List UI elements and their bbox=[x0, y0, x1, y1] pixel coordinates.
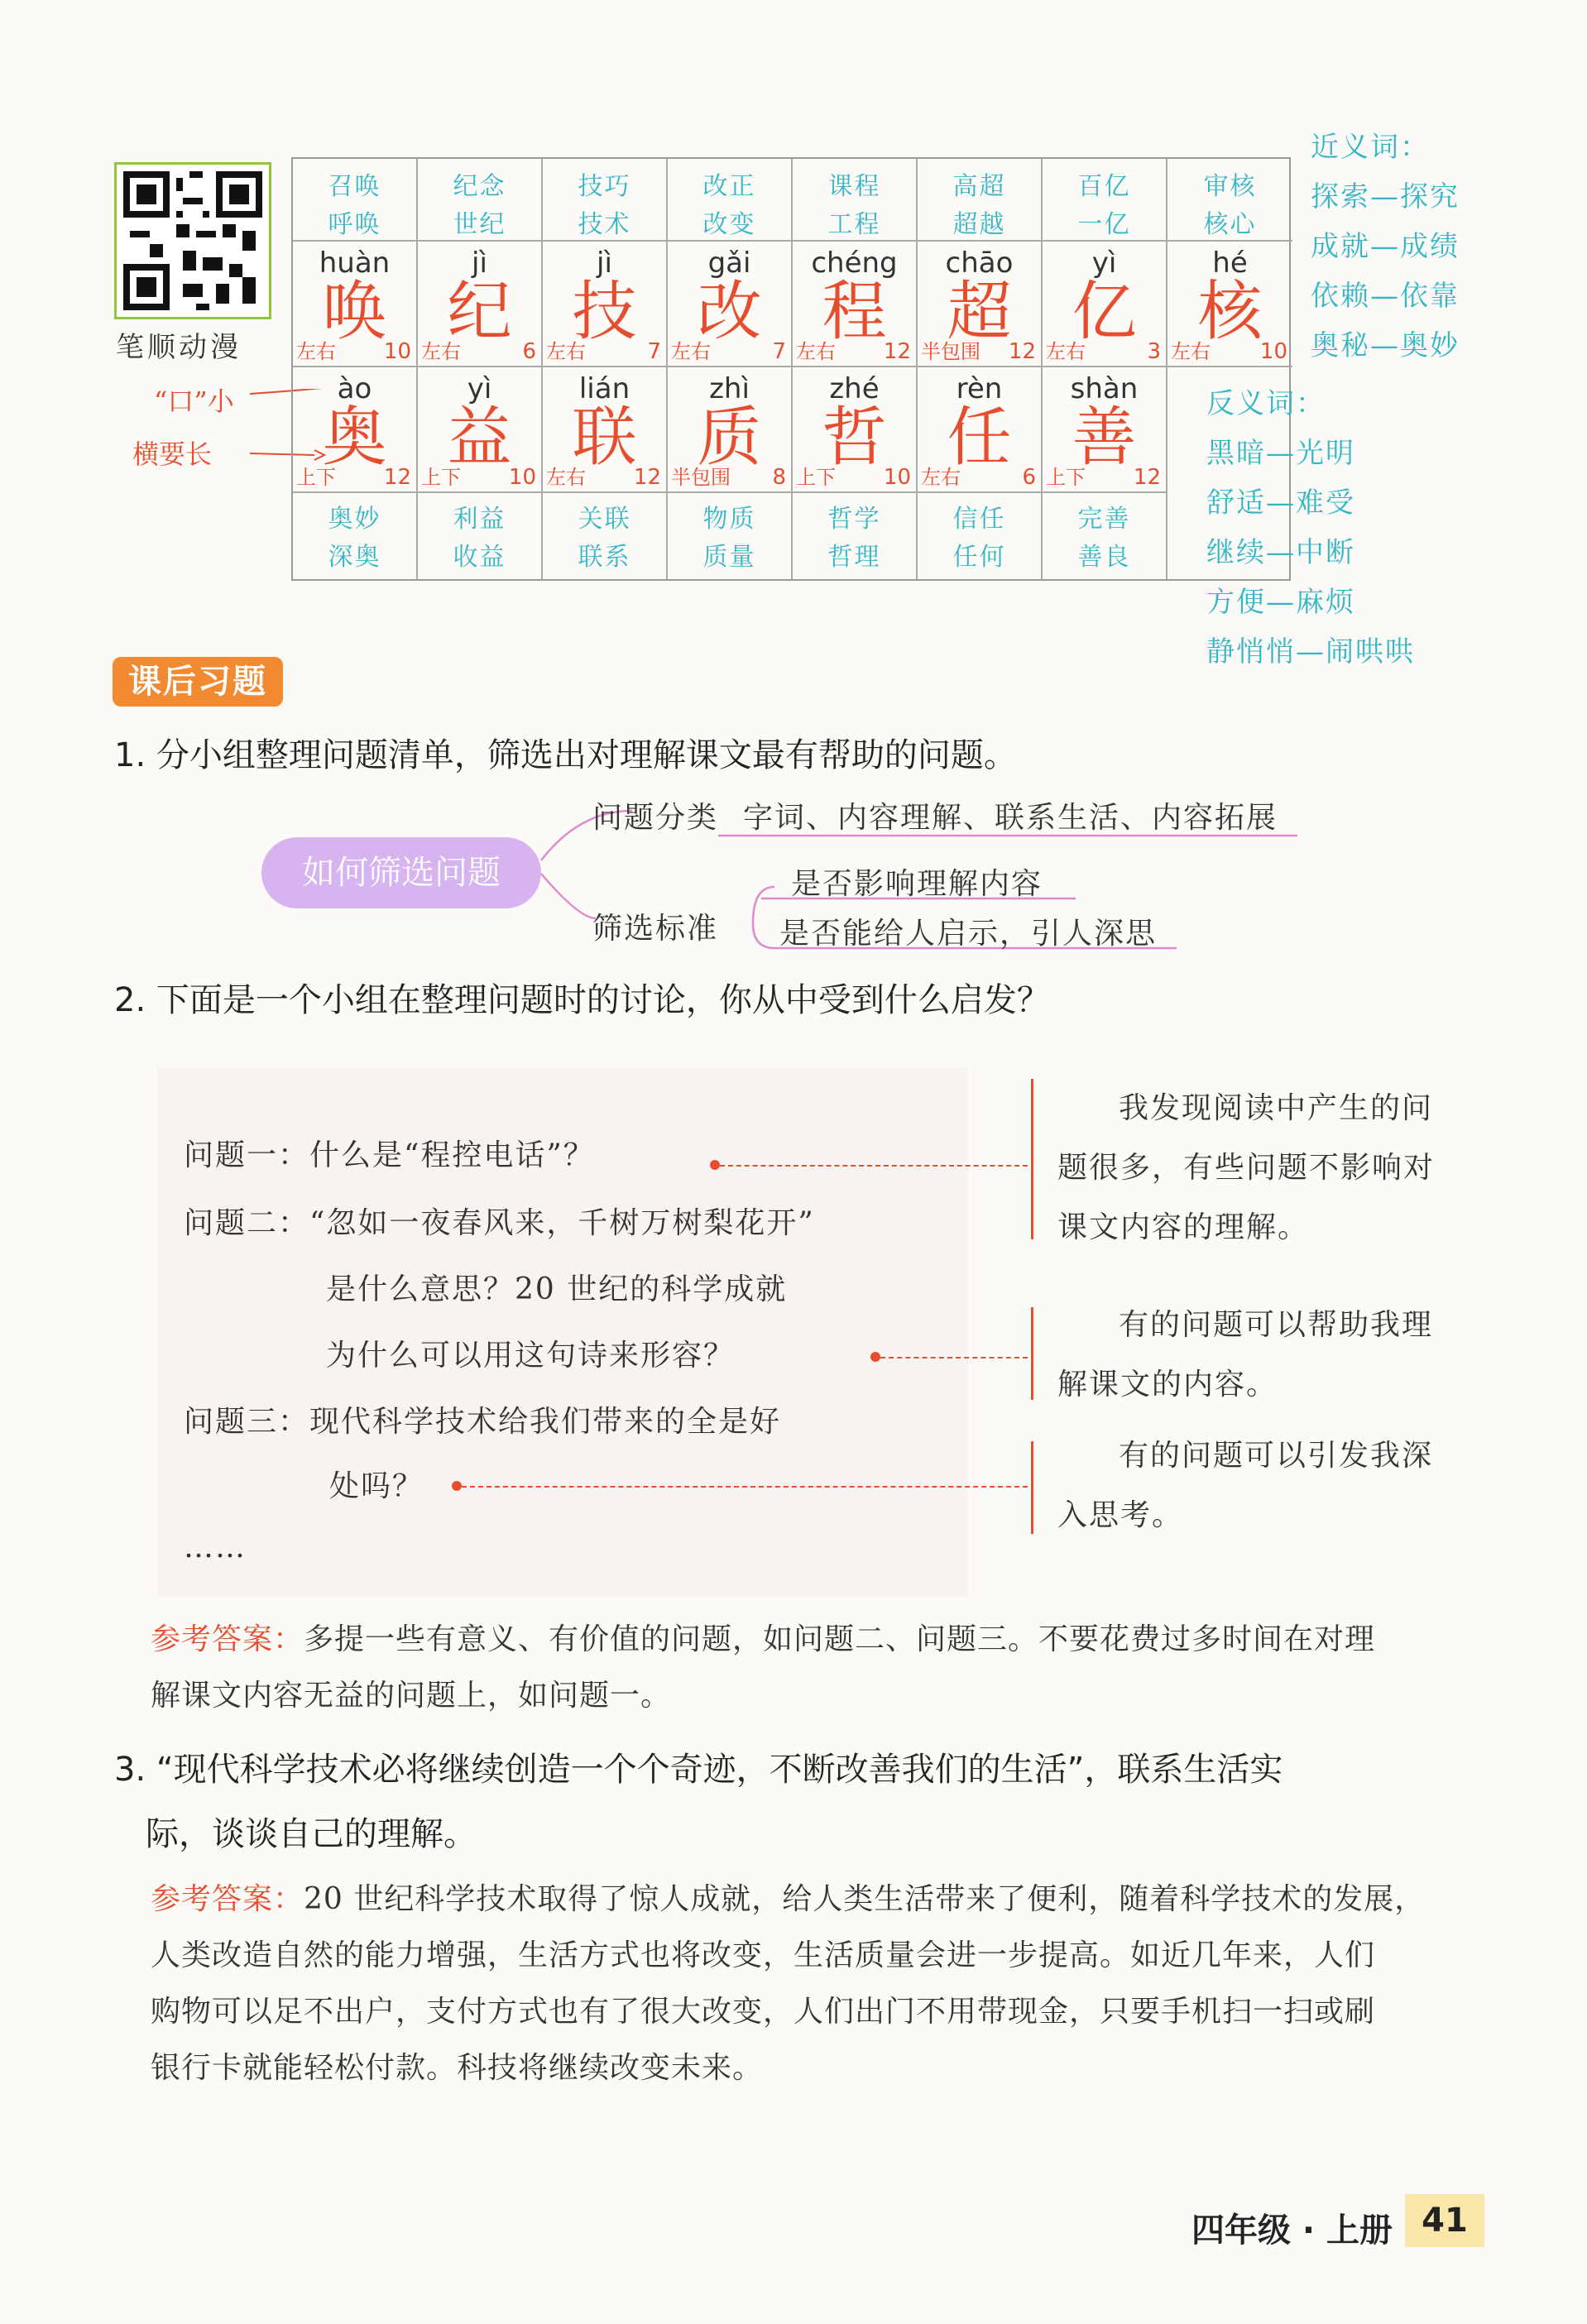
comment-1-line: 题很多，有些问题不影响对 bbox=[1057, 1151, 1436, 1185]
word: 百亿 bbox=[1077, 172, 1131, 201]
word: 奥妙 bbox=[328, 505, 381, 534]
character: 奥 bbox=[322, 400, 387, 475]
comment-2-line: 解课文的内容。 bbox=[1057, 1368, 1278, 1402]
word: 工程 bbox=[827, 210, 881, 239]
word: 核心 bbox=[1203, 210, 1257, 239]
table-column bbox=[543, 159, 668, 579]
comment-1-line: 课文内容的理解。 bbox=[1057, 1210, 1310, 1244]
table-column bbox=[1043, 159, 1167, 579]
struct: 左右 bbox=[1046, 340, 1086, 363]
synonym-item: 探索—探究 bbox=[1311, 180, 1460, 213]
word: 哲理 bbox=[827, 543, 881, 572]
discussion-question-2: 问题二：“忽如一夜春风来，千树万树梨花开” bbox=[184, 1206, 815, 1240]
connector-dot bbox=[452, 1481, 462, 1491]
pinyin: jì bbox=[472, 247, 487, 280]
word: 纪念 bbox=[453, 172, 506, 201]
struct: 左右 bbox=[796, 340, 836, 363]
character-cell bbox=[1167, 242, 1292, 367]
question-2: 2. 下面是一个小组在整理问题时的讨论，你从中受到什么启发？ bbox=[114, 981, 1050, 1019]
word: 世纪 bbox=[453, 210, 506, 239]
character: 质 bbox=[697, 400, 762, 475]
strokes: 7 bbox=[647, 339, 661, 364]
struct: 左右 bbox=[296, 340, 336, 363]
word: 善良 bbox=[1077, 543, 1131, 572]
synonym-item: 依赖—依靠 bbox=[1311, 280, 1460, 313]
question-3-line: 际，谈谈自己的理解。 bbox=[146, 1815, 477, 1853]
discussion-question-3: 问题三：现代科学技术给我们带来的全是好 bbox=[184, 1405, 782, 1439]
word: 联系 bbox=[578, 543, 631, 572]
word: 质量 bbox=[702, 543, 756, 572]
character-cell bbox=[1043, 242, 1166, 367]
antonyms-block bbox=[1206, 379, 1415, 677]
character-cell bbox=[543, 367, 666, 493]
word-cell bbox=[668, 159, 791, 242]
answer-line: 多提一些有意义、有价值的问题，如问题二、问题三。不要花费过多时间在对理 bbox=[304, 1622, 1376, 1656]
comment-2 bbox=[1057, 1296, 1433, 1415]
mindmap-branch2-label: 筛选标准 bbox=[592, 912, 719, 946]
pinyin: chéng bbox=[811, 247, 898, 280]
pinyin: hé bbox=[1212, 247, 1248, 280]
word: 任何 bbox=[952, 543, 1006, 572]
character-cell bbox=[418, 367, 541, 493]
character: 善 bbox=[1072, 400, 1137, 475]
word: 物质 bbox=[702, 505, 756, 534]
antonyms-title: 反义词： bbox=[1206, 387, 1326, 420]
character: 超 bbox=[947, 275, 1012, 349]
word-cell bbox=[418, 159, 541, 242]
word: 改变 bbox=[702, 210, 756, 239]
pinyin: yì bbox=[467, 372, 492, 405]
answer-line: 购物可以足不出户，支付方式也有了很大改变，人们出门不用带现金，只要手机扫一扫或刷 bbox=[151, 1995, 1376, 2029]
character: 核 bbox=[1197, 275, 1263, 349]
struct: 上下 bbox=[1046, 466, 1086, 489]
question-3-line: 3. “现代科学技术必将继续创造一个个奇迹，不断改善我们的生活”，联系生活实 bbox=[114, 1751, 1283, 1789]
character-cell bbox=[793, 242, 916, 367]
word: 召唤 bbox=[328, 172, 381, 201]
struct: 左右 bbox=[671, 340, 711, 363]
word: 技术 bbox=[578, 210, 631, 239]
discussion-ellipsis: …… bbox=[184, 1531, 247, 1565]
character: 程 bbox=[822, 275, 887, 349]
qr-code-image bbox=[123, 171, 262, 310]
character-cell bbox=[418, 242, 541, 367]
strokes: 3 bbox=[1147, 339, 1161, 364]
word-cell bbox=[1167, 159, 1292, 242]
word: 利益 bbox=[453, 505, 506, 534]
comment-3-line: 入思考。 bbox=[1057, 1498, 1184, 1532]
pinyin: zhì bbox=[709, 372, 750, 405]
character-cell bbox=[668, 242, 791, 367]
character-cell bbox=[918, 367, 1041, 493]
character-cell bbox=[668, 367, 791, 493]
character: 唤 bbox=[322, 275, 387, 349]
answer-line: 人类改造自然的能力增强，生活方式也将改变，生活质量会进一步提高。如近几年来，人们 bbox=[151, 1938, 1376, 1972]
word: 技巧 bbox=[578, 172, 631, 201]
word: 超越 bbox=[952, 210, 1006, 239]
pinyin: shàn bbox=[1070, 372, 1139, 405]
strokes: 10 bbox=[508, 465, 536, 490]
synonym-item: 成就—成绩 bbox=[1311, 230, 1460, 263]
question-1: 1. 分小组整理问题清单，筛选出对理解课文最有帮助的问题。 bbox=[114, 736, 1017, 774]
comment-bar bbox=[1031, 1307, 1033, 1400]
mindmap-branch1-label: 问题分类 bbox=[592, 801, 719, 835]
answer-line: 解课文内容无益的问题上，如问题一。 bbox=[151, 1679, 672, 1713]
comment-bar bbox=[1031, 1079, 1033, 1239]
section-badge: 课后习题 bbox=[113, 657, 283, 707]
qr-code[interactable] bbox=[114, 162, 271, 319]
discussion-question-2-cont-1: 是什么意思？20 世纪的科学成就 bbox=[326, 1272, 788, 1306]
character: 纪 bbox=[447, 275, 512, 349]
struct: 左右 bbox=[921, 466, 961, 489]
word-cell bbox=[918, 159, 1041, 242]
synonyms-title: 近义词： bbox=[1311, 131, 1430, 164]
qr-label: 笔顺动漫 bbox=[116, 331, 242, 364]
strokes: 10 bbox=[1259, 339, 1287, 364]
page-number: 41 bbox=[1405, 2194, 1484, 2247]
struct: 左右 bbox=[1171, 340, 1211, 363]
answer-line: 20 世纪科学技术取得了惊人成就，给人类生活带来了便利，随着科学技术的发展， bbox=[304, 1882, 1426, 1916]
answer-label: 参考答案： bbox=[151, 1622, 304, 1656]
mindmap-branch1-value: 字词、内容理解、联系生活、内容拓展 bbox=[743, 801, 1278, 835]
word-cell bbox=[668, 493, 791, 576]
word: 课程 bbox=[827, 172, 881, 201]
struct: 上下 bbox=[296, 466, 336, 489]
table-column bbox=[418, 159, 543, 579]
antonym-item: 黑暗—光明 bbox=[1206, 437, 1355, 470]
word: 一亿 bbox=[1077, 210, 1131, 239]
struct: 上下 bbox=[421, 466, 461, 489]
pinyin: ào bbox=[337, 372, 372, 405]
pinyin: lián bbox=[578, 372, 630, 405]
character-table bbox=[291, 157, 1291, 581]
character: 亿 bbox=[1072, 275, 1137, 349]
discussion-question-3-cont: 处吗？ bbox=[329, 1469, 424, 1503]
connector-line bbox=[720, 1165, 1028, 1167]
table-column bbox=[1167, 159, 1292, 367]
strokes: 10 bbox=[383, 339, 411, 364]
word-cell bbox=[1043, 493, 1166, 576]
word: 高超 bbox=[952, 172, 1006, 201]
word-cell bbox=[293, 493, 416, 576]
strokes: 12 bbox=[883, 339, 911, 364]
word: 关联 bbox=[578, 505, 631, 534]
word-cell bbox=[543, 493, 666, 576]
strokes: 7 bbox=[772, 339, 786, 364]
connector-dot bbox=[870, 1352, 880, 1362]
comment-3 bbox=[1057, 1426, 1433, 1545]
word-cell bbox=[293, 159, 416, 242]
strokes: 12 bbox=[1008, 339, 1036, 364]
connector-line bbox=[462, 1486, 1028, 1488]
pinyin: jì bbox=[597, 247, 612, 280]
connector-line bbox=[880, 1357, 1028, 1358]
pinyin: huàn bbox=[319, 247, 391, 280]
strokes: 6 bbox=[1022, 465, 1036, 490]
character-cell bbox=[293, 242, 416, 367]
comment-bar bbox=[1031, 1441, 1033, 1534]
mindmap-branch2-value-2: 是否能给人启示，引人深思 bbox=[779, 917, 1158, 951]
strokes: 12 bbox=[383, 465, 411, 490]
connector-dot bbox=[710, 1160, 720, 1170]
comment-3-line: 有的问题可以引发我深 bbox=[1119, 1439, 1434, 1473]
mindmap-center: 如何筛选问题 bbox=[261, 837, 541, 908]
annotation-line-1: “口”小 bbox=[154, 386, 234, 417]
word: 改正 bbox=[702, 172, 756, 201]
struct: 上下 bbox=[796, 466, 836, 489]
comment-1-line: 我发现阅读中产生的问 bbox=[1119, 1091, 1434, 1125]
character-cell bbox=[918, 242, 1041, 367]
antonym-item: 方便—麻烦 bbox=[1206, 586, 1355, 619]
word: 审核 bbox=[1203, 172, 1257, 201]
comment-1 bbox=[1057, 1079, 1435, 1258]
strokes: 12 bbox=[1133, 465, 1161, 490]
answer-label: 参考答案： bbox=[151, 1882, 304, 1916]
question-3 bbox=[114, 1737, 1283, 1866]
antonym-item: 继续—中断 bbox=[1206, 536, 1355, 569]
table-column bbox=[293, 159, 418, 579]
table-column bbox=[918, 159, 1043, 579]
character-cell bbox=[543, 242, 666, 367]
struct: 半包围 bbox=[921, 340, 980, 363]
strokes: 10 bbox=[883, 465, 911, 490]
character: 联 bbox=[572, 400, 637, 475]
word: 深奥 bbox=[328, 543, 381, 572]
q3-answer bbox=[151, 1871, 1425, 2096]
character: 技 bbox=[572, 275, 637, 349]
pinyin: rèn bbox=[956, 372, 1003, 405]
word-cell bbox=[543, 159, 666, 242]
q2-answer bbox=[151, 1612, 1375, 1724]
character: 哲 bbox=[822, 400, 887, 475]
mindmap-branch2-value-1: 是否影响理解内容 bbox=[791, 867, 1043, 901]
antonym-item: 舒适—难受 bbox=[1206, 486, 1355, 520]
antonym-item: 静悄悄—闹哄哄 bbox=[1206, 635, 1415, 668]
footer-grade: 四年级 · 上册 bbox=[1191, 2211, 1393, 2250]
word-cell bbox=[793, 493, 916, 576]
struct: 左右 bbox=[421, 340, 461, 363]
word: 收益 bbox=[453, 543, 506, 572]
table-column bbox=[668, 159, 793, 579]
word-cell bbox=[418, 493, 541, 576]
comment-2-line: 有的问题可以帮助我理 bbox=[1119, 1308, 1434, 1342]
discussion-question-2-cont-2: 为什么可以用这句诗来形容？ bbox=[326, 1339, 736, 1373]
character: 任 bbox=[947, 400, 1012, 475]
character-cell bbox=[1043, 367, 1166, 493]
struct: 半包围 bbox=[671, 466, 731, 489]
struct: 左右 bbox=[546, 340, 586, 363]
synonym-item: 奥秘—奥妙 bbox=[1311, 329, 1460, 362]
pinyin: zhé bbox=[829, 372, 880, 405]
strokes: 8 bbox=[772, 465, 786, 490]
word: 哲学 bbox=[827, 505, 881, 534]
character: 改 bbox=[697, 275, 762, 349]
word: 完善 bbox=[1077, 505, 1131, 534]
character-cell bbox=[793, 367, 916, 493]
strokes: 6 bbox=[522, 339, 536, 364]
character-cell bbox=[293, 367, 416, 493]
word-cell bbox=[793, 159, 916, 242]
character: 益 bbox=[447, 400, 512, 475]
discussion-question-1: 问题一：什么是“程控电话”？ bbox=[184, 1138, 595, 1172]
synonyms-block bbox=[1311, 122, 1460, 371]
annotation-line-2: 横要长 bbox=[132, 438, 213, 470]
pinyin: chāo bbox=[945, 247, 1014, 280]
struct: 左右 bbox=[546, 466, 586, 489]
table-column bbox=[793, 159, 918, 579]
pinyin: gǎi bbox=[707, 247, 751, 280]
answer-line: 银行卡就能轻松付款。科技将继续改变未来。 bbox=[151, 2051, 764, 2085]
word: 信任 bbox=[952, 505, 1006, 534]
pinyin: yì bbox=[1091, 247, 1117, 280]
strokes: 12 bbox=[633, 465, 661, 490]
word-cell bbox=[918, 493, 1041, 576]
word: 呼唤 bbox=[328, 210, 381, 239]
word-cell bbox=[1043, 159, 1166, 242]
